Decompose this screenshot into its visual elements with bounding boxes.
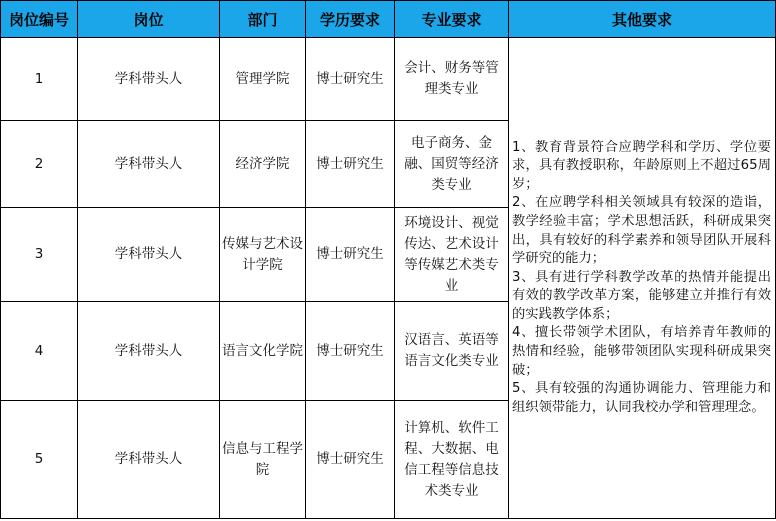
cell-education: 博士研究生 [306, 38, 395, 121]
cell-education: 博士研究生 [306, 208, 395, 302]
cell-post-id: 3 [1, 208, 78, 302]
cell-department: 信息与工程学院 [220, 401, 306, 519]
cell-education: 博士研究生 [306, 121, 395, 208]
cell-post: 学科带头人 [78, 208, 220, 302]
cell-major: 会计、财务等管理类专业 [395, 38, 509, 121]
other-requirement-3: 3、具有进行学科教学改革的热情并能提出有效的教学改革方案，能够建立并推行有效的实践教学体系； [512, 269, 771, 322]
header-row [1, 1, 776, 38]
cell-department: 经济学院 [220, 121, 306, 208]
cell-major: 电子商务、金融、国贸等经济类专业 [395, 121, 509, 208]
cell-post: 学科带头人 [78, 401, 220, 519]
cell-post: 学科带头人 [78, 38, 220, 121]
header-education: 学历要求 [306, 1, 395, 38]
cell-education: 博士研究生 [306, 302, 395, 401]
cell-post-id: 5 [1, 401, 78, 519]
cell-other-requirements [509, 38, 776, 519]
cell-department: 管理学院 [220, 38, 306, 121]
cell-department: 语言文化学院 [220, 302, 306, 401]
cell-education: 博士研究生 [306, 401, 395, 519]
other-requirement-5: 5、具有较强的沟通协调能力、管理能力和组织领带能力，认同我校办学和管理理念。 [512, 381, 771, 415]
header-department: 部门 [220, 1, 306, 38]
header-other: 其他要求 [509, 1, 776, 38]
other-requirement-4: 4、擅长带领学术团队，有培养青年教师的热情和经验，能够带领团队实现科研成果突破； [512, 325, 771, 378]
header-post: 岗位 [78, 1, 220, 38]
cell-major: 计算机、软件工程、大数据、电信工程等信息技术类专业 [395, 401, 509, 519]
header-major: 专业要求 [395, 1, 509, 38]
cell-post-id: 1 [1, 38, 78, 121]
cell-department: 传媒与艺术设计学院 [220, 208, 306, 302]
cell-post-id: 2 [1, 121, 78, 208]
other-requirement-1: 1、教育背景符合应聘学科和学历、学位要求，具有教授职称，年龄原则上不超过65周岁； [512, 139, 771, 192]
table-row [1, 38, 776, 121]
other-requirement-2: 2、在应聘学科相关领域具有较深的造诣，教学经验丰富；学术思想活跃，科研成果突出，具有较好的科学素养和领导团队开展科学研究的能力； [512, 195, 771, 267]
header-post-id: 岗位编号 [1, 1, 78, 38]
cell-major: 汉语言、英语等语言文化类专业 [395, 302, 509, 401]
cell-post-id: 4 [1, 302, 78, 401]
cell-major: 环境设计、视觉传达、艺术设计等传媒艺术类专业 [395, 208, 509, 302]
cell-post: 学科带头人 [78, 121, 220, 208]
cell-post: 学科带头人 [78, 302, 220, 401]
